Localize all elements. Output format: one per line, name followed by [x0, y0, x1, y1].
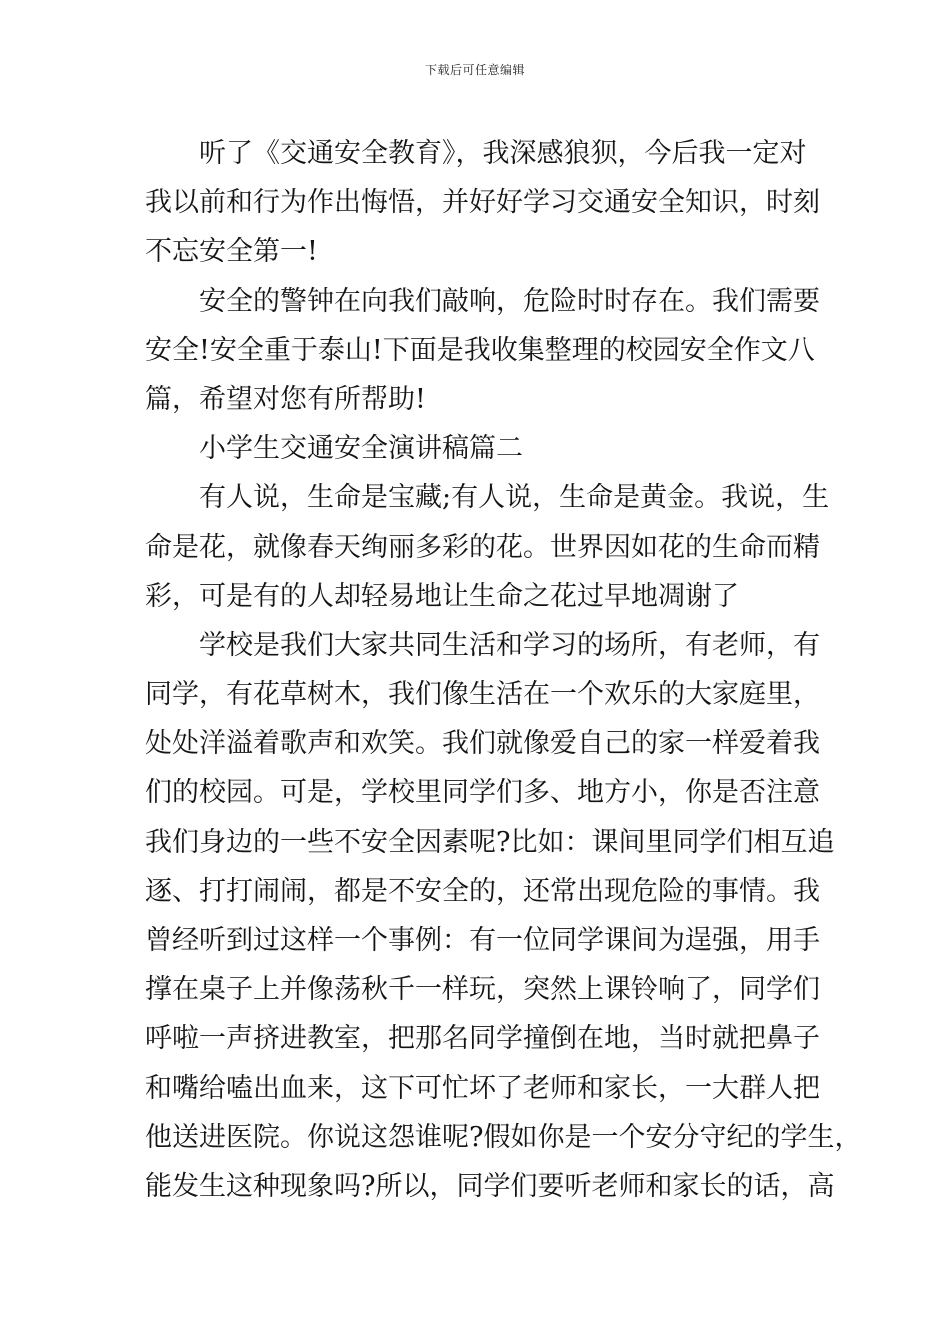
text-line: 彩，可是有的人却轻易地让生命之花过早地凋谢了: [145, 580, 739, 612]
text-line: 处处洋溢着歌声和欢笑。我们就像爱自己的家一样爱着我: [145, 728, 820, 760]
text-line: 们的校园。可是，学校里同学们多、地方小，你是否注意: [145, 777, 820, 809]
text-line: 学校是我们大家共同生活和学习的场所，有老师，有: [199, 629, 820, 661]
text-line: 撑在桌子上并像荡秋千一样玩，突然上课铃响了，同学们: [145, 974, 820, 1006]
text-line: 安全!安全重于泰山!下面是我收集整理的校园安全作文八: [145, 334, 815, 366]
text-line: 命是花，就像春天绚丽多彩的花。世界因如花的生命而精: [145, 531, 820, 563]
text-line: 呼啦一声挤进教室，把那名同学撞倒在地，当时就把鼻子: [145, 1023, 820, 1055]
text-line: 同学，有花草树木，我们像生活在一个欢乐的大家庭里，: [145, 679, 820, 711]
document-body: [145, 129, 862, 1211]
text-line: 听了《交通安全教育》，我深感狼狈，今后我一定对: [199, 138, 807, 169]
text-line: 不忘安全第一!: [145, 236, 318, 268]
page-header: 下载后可任意编辑: [424, 63, 525, 77]
text-line: 曾经听到过这样一个事例：有一位同学课间为逞强，用手: [145, 925, 820, 956]
text-line: 我们身边的一些不安全因素呢?比如：课间里同学们相互追: [145, 826, 835, 858]
text-line: 他送进医院。你说这怨谁呢?假如你是一个安分守纪的学生，: [145, 1121, 862, 1153]
text-line: 能发生这种现象吗?所以，同学们要听老师和家长的话，高: [145, 1170, 835, 1202]
text-line: 有人说，生命是宝藏;有人说，生命是黄金。我说，生: [199, 482, 830, 514]
text-line: 逐、打打闹闹，都是不安全的，还常出现危险的事情。我: [145, 875, 820, 907]
text-line: 篇，希望对您有所帮助!: [145, 383, 426, 415]
section-heading: 小学生交通安全演讲稿篇二: [199, 433, 523, 465]
text-line: 我以前和行为作出悔悟，并好好学习交通安全知识，时刻: [145, 187, 820, 219]
text-line: 和嘴给嗑出血来，这下可忙坏了老师和家长，一大群人把: [145, 1072, 820, 1104]
text-line: 安全的警钟在向我们敲响，危险时时存在。我们需要: [199, 285, 820, 317]
